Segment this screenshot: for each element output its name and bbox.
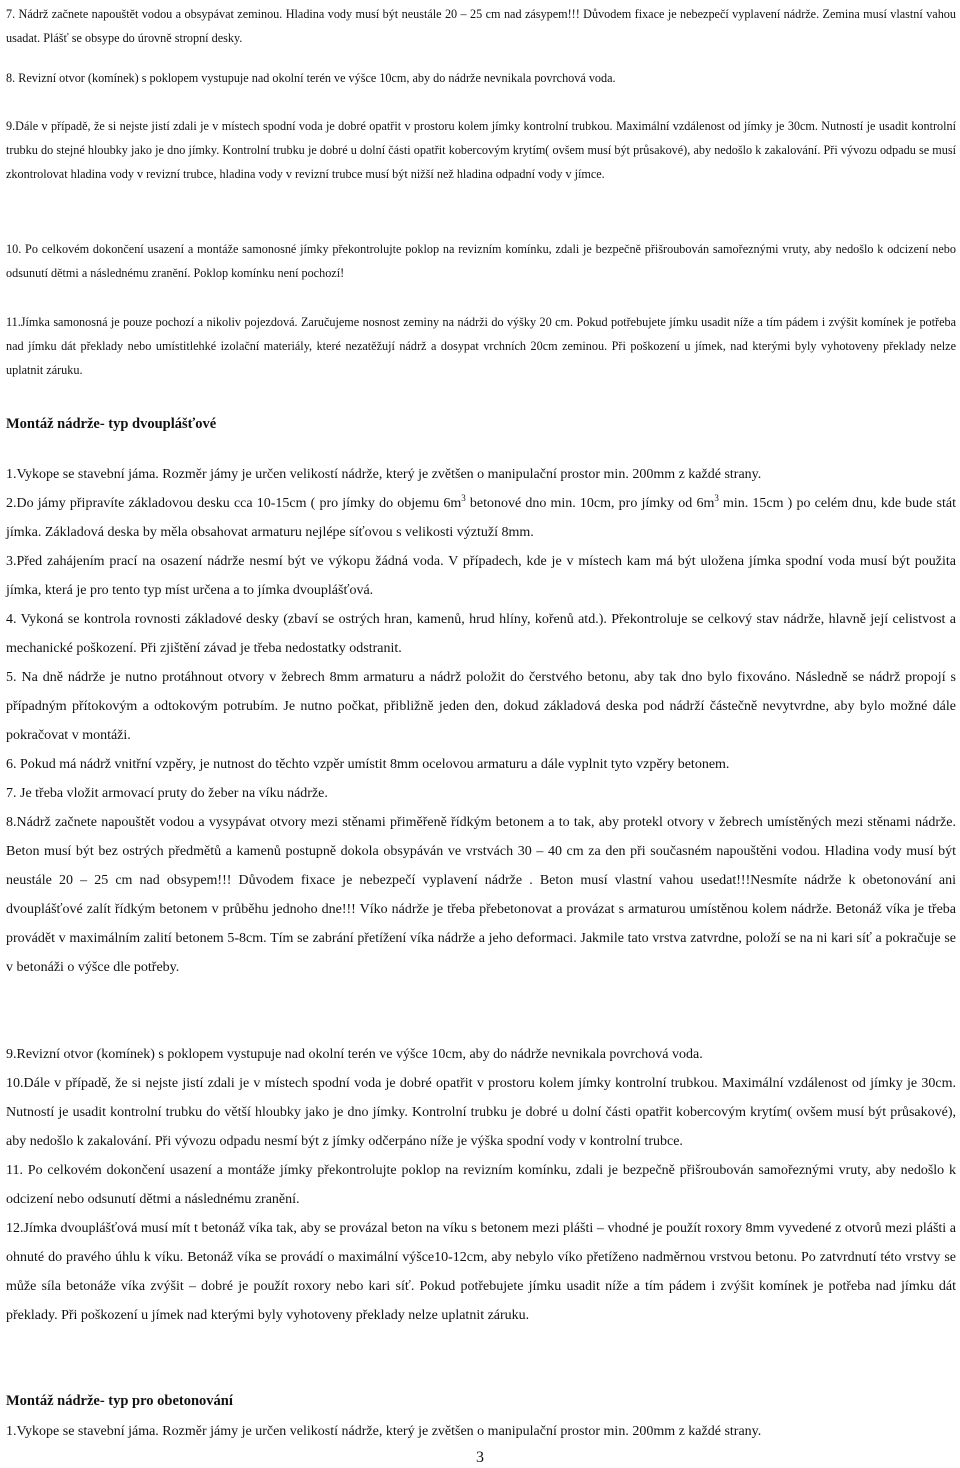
superscript-cubic-1: 3 — [461, 493, 466, 503]
section-heading-double-wall: Montáž nádrže- typ dvouplášťové — [6, 416, 217, 432]
page-number: 3 — [476, 1449, 484, 1466]
paragraph-double-4: 4. Vykoná se kontrola rovnosti základové desky (zbaví se ostrých hran, kamenů, hrud hlíny, kořenů atd.). Překontroluje se celkový stav nádrže, hlavně její celistvost a mechanické poškození. Při zjištění závad je třeba nedostatky odstranit. — [6, 612, 956, 656]
paragraph-double-6: 6. Pokud má nádrž vnitřní vzpěry, je nutnost do těchto vzpěr umístit 8mm ocelovou armaturu a dále vyplnit tyto vzpěry betonem. — [6, 757, 730, 772]
superscript-cubic-2: 3 — [714, 493, 719, 503]
paragraph-double-8: 8.Nádrž začnete napouštět vodou a vysypávat otvory mezi stěnami přiměřeně řídkým betonem a to tak, aby protekl otvory v žebrech umístěných mezi stěnami nádrže. Beton musí být bez ostrých předmětů a kamenů postupně dokola obsypáván ve vrstvách 30 – 40 cm za den při současném napouštěni vodou. Hladina vody musí být neustále 20 – 25 cm nad obsypem!!! Důvodem fixace je nebezpečí vyplavení nádrže . Beton musí vlastní vahou usedat!!!Nesmíte nádrže k obetonování ani dvouplášťové zalít řídkým betonem v průběhu jednoho dne!!! Víko nádrže je třeba přebetonovat a provázat s armaturou umístěnou kolem nádrže. Betonáž víka je třeba provádět v maximálním zalití betonem 5-8cm. Tím se zabrání přetížení víka nádrže a jeho deformaci. Jakmile tato vrstva zatvrdne, položí se na ni kari síť a pokračuje se v betonáži o výšce dle potřeby. — [6, 815, 956, 975]
paragraph-double-5: 5. Na dně nádrže je nutno protáhnout otvory v žebrech 8mm armaturu a nádrž položit do čerstvého betonu, aby tak dno bylo fixováno. Následně se nádrž propojí s případným přítokovým a odtokovým potrubím. Je nutno počkat, přibližně jeden den, dokud základová deska pod nádrží částečně nevytvrdne, aby bylo možné dále pokračovat v montáži. — [6, 670, 956, 743]
section-heading-concrete: Montáž nádrže- typ pro obetonování — [6, 1393, 233, 1409]
paragraph-double-7: 7. Je třeba vložit armovací pruty do žeber na víku nádrže. — [6, 786, 328, 801]
paragraph-concrete-1: 1.Vykope se stavební jáma. Rozměr jámy je určen velikostí nádrže, který je zvětšen o manipulační prostor min. 200mm z každé strany. — [6, 1424, 762, 1439]
paragraph-double-9: 9.Revizní otvor (komínek) s poklopem vystupuje nad okolní terén ve výšce 10cm, aby do nádrže nevnikala povrchová voda. — [6, 1047, 703, 1062]
paragraph-7-top: 7. Nádrž začnete napouštět vodou a obsypávat zeminou. Hladina vody musí být neustále 20 – 25 cm nad zásypem!!! Důvodem fixace je nebezpečí vyplavení nádrže. Zemina musí vlastní vahou usadat. Plášť se obsype do úrovně stropní desky. — [6, 7, 956, 45]
paragraph-double-2-part-b: betonové dno min. 10cm, pro jímky od 6m — [465, 496, 715, 511]
paragraph-double-2-part-a: 2.Do jámy připravíte základovou desku cca 10-15cm ( pro jímky do objemu 6m — [6, 496, 462, 511]
paragraph-9-top: 9.Dále v případě, že si nejste jistí zdali je v místech spodní voda je dobré opatřit v prostoru kolem jímky kontrolní trubkou. Maximální vzdálenost od jímky je 30cm. Nutností je usadit kontrolní trubku do stejné hloubky jako je dno jímky. Kontrolní trubku je dobré u dolní části opatřit kobercovým krytím( ovšem musí být průsakové), aby nedošlo k zakalování. Při vývozu odpadu se musí zkontrolovat hladina vody v revizní trubce, hladina vody v revizní trubce musí být nižší než hladina odpadní vody v jímce. — [6, 119, 956, 181]
paragraph-double-10: 10.Dále v případě, že si nejste jistí zdali je v místech spodní voda je dobré opatřit v prostoru kolem jímky kontrolní trubkou. Maximální vzdálenost od jímky je 30cm. Nutností je usadit kontrolní trubku do větší hloubky jako je dno jímky. Kontrolní trubku je dobré u dolní části opatřit kobercovým krytím( ovšem musí být průsakové), aby nedošlo k zakalování. Při vývozu odpadu nesmí být z jímky odčerpáno níže je výška spodní vody v kontrolní trubce. — [6, 1076, 956, 1149]
paragraph-8-top: 8. Revizní otvor (komínek) s poklopem vystupuje nad okolní terén ve výšce 10cm, aby do nádrže nevnikala povrchová voda. — [6, 71, 616, 85]
paragraph-double-1: 1.Vykope se stavební jáma. Rozměr jámy je určen velikostí nádrže, který je zvětšen o manipulační prostor min. 200mm z každé strany. — [6, 467, 762, 482]
paragraph-double-11: 11. Po celkovém dokončení usazení a montáže jímky překontrolujte poklop na revizním komínku, zdali je bezpečně přišroubován samořeznými vruty, aby nedošlo k odcizení nebo odsunutí dětmi a následnému zranění. — [6, 1163, 956, 1207]
paragraph-11-top: 11.Jímka samonosná je pouze pochozí a nikoliv pojezdová. Zaručujeme nosnost zeminy na nádrži do výšky 20 cm. Pokud potřebujete jímku usadit níže a tím pádem i zvýšit komínek je potřeba nad jímku dát překlady nebo umístitlehké izolační materiály, které nezatěžují nádrž a dosypat vrchních 20cm zeminou. Při poškození u jímek, nad kterými byly vyhotoveny překlady nelze uplatnit záruku. — [6, 315, 956, 377]
paragraph-double-3: 3.Před zahájením prací na osazení nádrže nesmí být ve výkopu žádná voda. V případech, kde je v místech kam má být uložena jímka spodní voda musí být použita jímka, která je pro tento typ míst určena a to jímka dvouplášťová. — [6, 554, 956, 598]
paragraph-double-2-part-c: min. 15cm ) po celém dnu, kde bude stát jímka. Základová deska by měla obsahovat armaturu nejlépe síťovou s velikosti výztuží 8mm. — [6, 496, 956, 540]
paragraph-double-12: 12.Jímka dvouplášťová musí mít t betonáž víka tak, aby se provázal beton na víku s betonem mezi plášti – vhodné je použít roxory 8mm vyvedené z otvorů mezi plášti a ohnuté do pravého úhlu k víku. Betonáž víka se provádí o maximální výšce10-12cm, aby nebylo víko přetíženo nadměrnou vrstvou betonu. Po zatvrdnutí této vrstvy se může síla betonáže víka zvýšit – dobré je použít roxory nebo kari síť. Pokud potřebujete jímku usadit níže a tím pádem i zvýšit komínek je potřeba nad jímku dát překlady. Při poškození u jímek nad kterými byly vyhotoveny překlady nelze uplatnit záruku. — [6, 1221, 956, 1323]
paragraph-double-2 — [6, 489, 956, 547]
paragraph-10-top: 10. Po celkovém dokončení usazení a montáže samonosné jímky překontrolujte poklop na revizním komínku, zdali je bezpečně přišroubován samořeznými vruty, aby nedošlo k odcizení nebo odsunutí dětmi a následnému zranění. Poklop komínku není pochozí! — [6, 242, 956, 280]
